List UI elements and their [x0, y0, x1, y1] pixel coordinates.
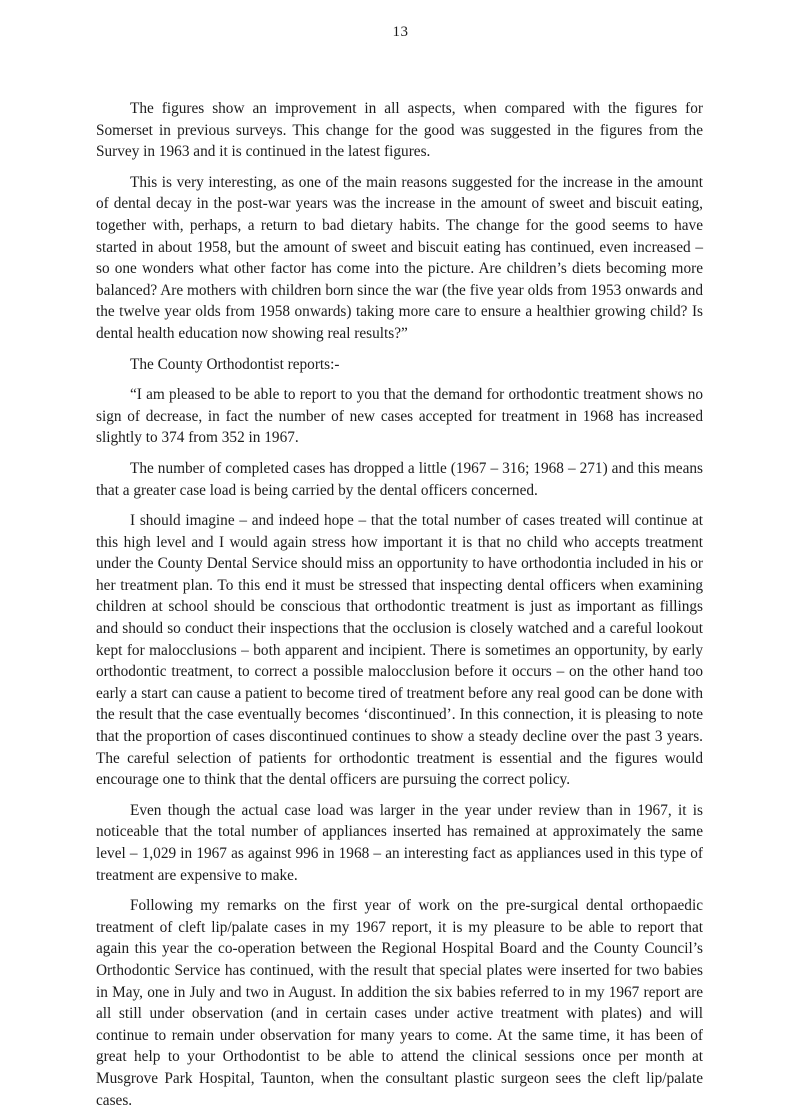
paragraph-dental-decay-discussion: This is very interesting, as one of the main reasons suggested for the increase in the amount of dental decay in the post-war years was the increase in the amount of sweet and biscuit eating, together with, perhaps, a return to bad dietary habits. The change for the good seems to have started in about 1958, but the amount of sweet and biscuit eating has continued, even increased – so one wonders what other factor has come into the picture. Are children’s diets becoming more balanced? Are mothers with children born since the war (the five year olds from 1953 onwards and the twelve year olds from 1958 onwards) taking more care to ensure a healthier growing child? Is dental health education now showing real results?” [96, 173, 703, 342]
paragraph-demand-for-treatment: “I am pleased to be able to report to you that the demand for orthodontic treatment shows no sign of decrease, in fact the number of new cases accepted for treatment in 1968 has increased slightly to 374 from 352 in 1967. [96, 386, 703, 447]
paragraph-orthodontist-heading: The County Orthodontist reports:- [130, 355, 340, 373]
paragraph-treatment-continuation: I should imagine – and indeed hope – that the total number of cases treated will continue at this high level and I would again stress how important it is that no child who accepts treatment under the County Dental Service should miss an opportunity to have orthodontia included in his or her treatment plan. To this end it must be stressed that inspecting dental officers when examining children at school should be conscious that orthodontic treatment is just as important as fillings and should so conduct their inspections that the occlusion is closely watched and a careful lookout kept for malocclusions – both apparent and incipient. There is sometimes an opportunity, by early orthodontic treatment, to correct a possible malocclusion before it occurs – on the other hand too early a start can cause a patient to become tired of treatment before any real good can be done with the result that the case eventually becomes ‘discontinued’. In this connection, it is pleasing to note that the proportion of cases discontinued continues to show a steady decline over the past 3 years. The careful selection of patients for orthodontic treatment is essential and the figures would encourage one to think that the dental officers are pursuing the correct policy. [96, 512, 703, 789]
paragraph-survey-improvement: The figures show an improvement in all aspects, when compared with the figures for Somerset in previous surveys. This change for the good was suggested in the figures from the Survey in 1963 and it is continued in the latest figures. [96, 100, 703, 161]
paragraph-completed-cases: The number of completed cases has dropped a little (1967 – 316; 1968 – 271) and this means that a greater case load is being carried by the dental officers concerned. [96, 459, 703, 499]
page-number: 13 [392, 24, 409, 40]
body-text [96, 98, 703, 1120]
paragraph-appliances-inserted: Even though the actual case load was larger in the year under review than in 1967, it is noticeable that the total number of appliances inserted has remained at approximately the same level – 1,029 in 1967 as against 996 in 1968 – an interesting fact as appliances used in this type of treatment are expensive to make. [96, 801, 703, 884]
paragraph-cleft-lip-palate: Following my remarks on the first year of work on the pre-surgical dental orthopaedic treatment of cleft lip/palate cases in my 1967 report, it is my pleasure to be able to report that again this year the co-operation between the Regional Hospital Board and the County Council’s Orthodontic Service has continued, with the result that special plates were inserted for two babies in May, one in July and two in August. In addition the six babies referred to in my 1967 report are all still under observation (and in certain cases under active treatment with plates) and will continue to remain under observation for many years to come. At the same time, it has been of great help to your Orthodontist to be able to attend the clinical sessions once per month at Musgrove Park Hospital, Taunton, when the consultant plastic surgeon sees the cleft lip/palate cases. [96, 897, 703, 1109]
